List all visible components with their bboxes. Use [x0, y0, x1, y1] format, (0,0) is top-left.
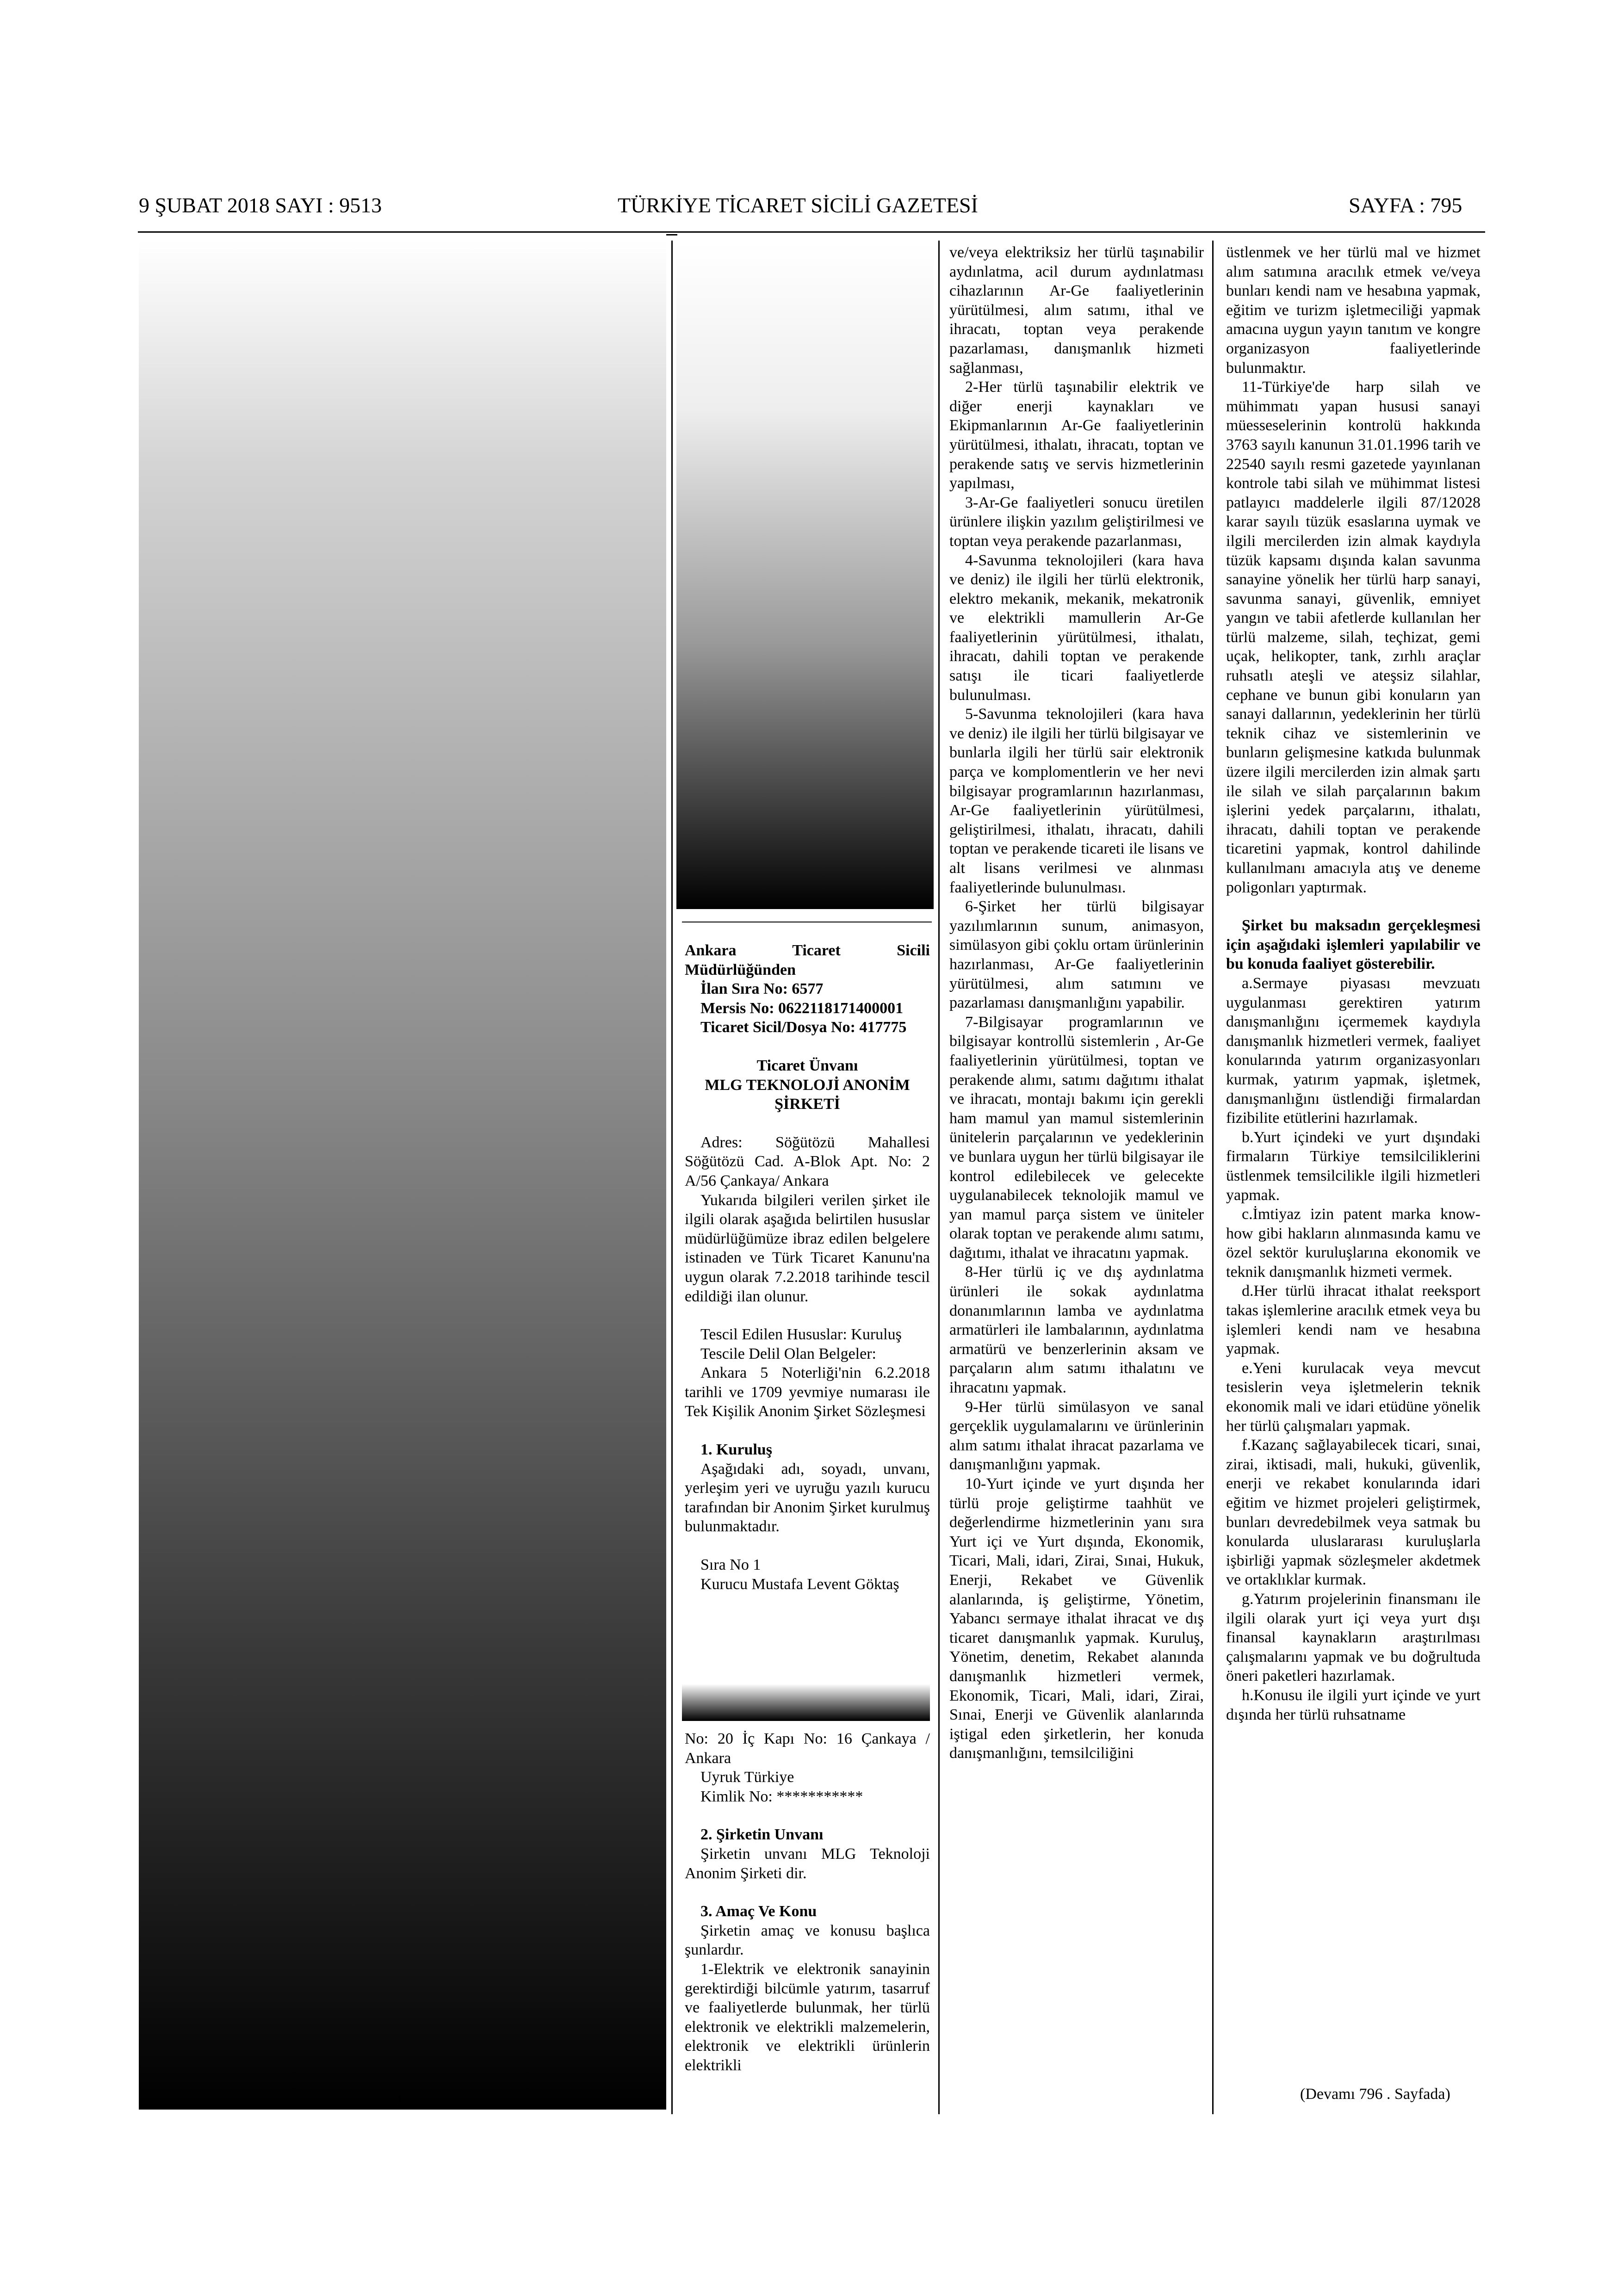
- page-number: SAYFA : 795: [1349, 193, 1462, 217]
- paragraph: 4-Savunma teknolojileri (kara hava ve deniz) ile ilgili her türlü elektronik, elektro mekanik, mekanik, mekatronik ve elektrikli mamullerin Ar-Ge faaliyetlerinin yürütülmesi, ithalatı, ihracatı, dahili toptan ve perakende satışı ile ticari faaliyetlerde bulunulması.: [949, 551, 1204, 704]
- paragraph: No: 20 İç Kapı No: 16 Çankaya / Ankara: [685, 1730, 930, 1767]
- paragraph: Ticaret Sicil/Dosya No: 417775: [700, 1019, 907, 1036]
- paragraph: f.Kazanç sağlayabilecek ticari, sınai, zirai, iktisadi, mali, hukuki, güvenlik, enerji ve rekabet konularında idari eğitim ve hizmet projeleri geliştirmek, bunları devredebilmek veya satmak bu konularda uluslararası kuruluşlarla işbirliği yapmak sözleşmeler akdetmek ve ortaklıklar kurmak.: [1226, 1436, 1481, 1589]
- paragraph: 3-Ar-Ge faaliyetleri sonucu üretilen ürünlere ilişkin yazılım geliştirilmesi ve toptan veya perakende pazarlanması,: [949, 494, 1204, 550]
- paragraph: a.Sermaye piyasası mevzuatı uygulanması gerektiren yatırım danışmanlığını içermemek kaydıyla danışmanlık hizmetleri vermek, faaliyet konularında yatırım organizasyonları kurmak, yatırım yapmak, işletmek, danışmanlığını üstlendiği firmalardan fizibilite etütlerini hazırlamak.: [1226, 974, 1481, 1127]
- header-tick: [666, 234, 677, 235]
- issue-date: 9 ŞUBAT 2018 SAYI : 9513: [139, 193, 382, 217]
- paragraph: c.İmtiyaz izin patent marka know-how gibi hakların alınmasında kamu ve özel sektör kuruluşlarına ekonomik ve teknik danışmanlık hizmeti vermek.: [1226, 1206, 1481, 1281]
- paragraph: Ankara 5 Noterliği'nin 6.2.2018 tarihli ve 1709 yevmiye numarası ile Tek Kişilik Anonim Şirket Sözleşmesi: [685, 1364, 930, 1420]
- paragraph-gap: [685, 1883, 930, 1902]
- paragraph: İlan Sıra No: 6577: [700, 980, 824, 998]
- paragraph: 8-Her türlü iç ve dış aydınlatma ürünleri ile sokak aydınlatma donanımlarının lamba ve aydınlatma armatürleri ile lambalarının, aydınlatma armatürü ve benzerlerinin aksam ve parçaların alım satımı ithalatını ve ihracatını yapmak.: [949, 1263, 1204, 1397]
- paragraph: üstlenmek ve her türlü mal ve hizmet alım satımına aracılık etmek ve/veya bunları kendi nam ve hesabına yapmak, eğitim ve turizm işletmeciliği yapmak amacına uygun yayın tanıtım ve kongre organizasyon faaliyetlerinde bulunmaktır.: [1226, 244, 1481, 377]
- paragraph: 10-Yurt içinde ve yurt dışında her türlü proje geliştirme taahhüt ve değerlendirme hizmetlerinin yanı sıra Yurt içi ve Yurt dışında, Ekonomik, Ticari, Mali, idari, Zirai, Sınai, Hukuk, Enerji, Rekabet ve Güvenlik alanlarında, iş geliştirme, Yönetim, Yabancı sermaye ithalat ihracat ve dış ticaret danışmanlık yapmak. Kuruluş, Yönetim, denetim, Rekabet alanında danışmanlık hizmetleri vermek, Ekonomik, Ticari, Mali, idari, Zirai, Sınai, Enerji ve Güvenlik alanlarında iştigal eden şirketlerin, her konuda danışmanlığını, temsilciliğini: [949, 1475, 1204, 1762]
- paragraph-gap: [685, 1536, 930, 1555]
- paragraph: g.Yatırım projelerinin finansmanı ile ilgili olarak yurt içi veya yurt dışı finansal kaynakların araştırılması çalışmalarını yapmak ve bu doğrultuda öneri paketleri hazırlamak.: [1226, 1590, 1481, 1685]
- purpose-column-1: [949, 243, 1204, 1763]
- continued-note: (Devamı 796 . Sayfada): [1300, 2086, 1450, 2103]
- paragraph: ve/veya elektriksiz her türlü taşınabilir aydınlatma, acil durum aydınlatması cihazlarının Ar-Ge faaliyetlerinin yürütülmesi, alım satımı, ithal ve ihracatı, toptan veya perakende pazarlaması, danışmanlık hizmeti sağlanması,: [949, 244, 1204, 377]
- paragraph-gap: [685, 1421, 930, 1440]
- paragraph-gap: [685, 1114, 930, 1133]
- paragraph-gap: [1226, 897, 1481, 916]
- paragraph: 5-Savunma teknolojileri (kara hava ve deniz) ile ilgili her türlü bilgisayar ve bunlarla ilgili her türlü sair elektronik parça ve komplomentlerin ve her nevi bilgisayar programlarının hazırlanması, Ar-Ge faaliyetlerinin yürütülmesi, geliştirilmesi, ithalatı, ihracatı, dahili toptan ve perakende ticareti ile lisans ve alt lisans verilmesi ve alınması faaliyetlerinde bulunulması.: [949, 706, 1204, 896]
- paragraph: Ankara Ticaret Sicili Müdürlüğünden: [685, 942, 930, 978]
- column-separator-1: [671, 241, 673, 2114]
- paragraph: Şirketin unvanı MLG Teknoloji Anonim Şirketi dir.: [685, 1845, 930, 1882]
- purpose-column-2: [1226, 243, 1481, 1724]
- redacted-column-gradient: [139, 241, 666, 2110]
- paragraph: Ticaret Ünvanı: [756, 1057, 858, 1074]
- paragraph: Tescile Delil Olan Belgeler:: [700, 1345, 876, 1362]
- paragraph: MLG TEKNOLOJİ ANONİM ŞİRKETİ: [705, 1076, 910, 1113]
- paragraph: Sıra No 1: [700, 1556, 761, 1574]
- redacted-strip-gradient: [682, 1684, 930, 1721]
- paragraph: 2-Her türlü taşınabilir elektrik ve diğer enerji kaynakları ve Ekipmanlarının Ar-Ge faaliyetlerinin yürütülmesi, ithalatı, ihracatı, toptan ve perakende satış ve servis hizmetlerinin yapılması,: [949, 378, 1204, 492]
- paragraph: Tescil Edilen Hususlar: Kuruluş: [700, 1326, 902, 1343]
- paragraph: h.Konusu ile ilgili yurt içinde ve yurt dışında her türlü ruhsatname: [1226, 1686, 1481, 1723]
- paragraph: 9-Her türlü simülasyon ve sanal gerçeklik uygulamalarını ve ürünlerinin alım satımı ithalat ihracat pazarlama ve danışmanlığını yapmak.: [949, 1398, 1204, 1473]
- paragraph-gap: [685, 1306, 930, 1325]
- gazette-title: TÜRKİYE TİCARET SİCİLİ GAZETESİ: [618, 193, 978, 217]
- paragraph: Şirket bu maksadın gerçekleşmesi için aşağıdaki işlemleri yapılabilir ve bu konuda faaliyet gösterebilir.: [1226, 917, 1481, 973]
- paragraph: b.Yurt içindeki ve yurt dışındaki firmaların Türkiye temsilciliklerini üstlenmek temsilcilikle ilgili hizmetleri yapmak.: [1226, 1128, 1481, 1204]
- paragraph-gap: [685, 1037, 930, 1056]
- paragraph-gap: [685, 1806, 930, 1825]
- notice-column-founder-purpose: [685, 1729, 930, 2075]
- column-separator-3: [1212, 241, 1214, 2114]
- paragraph: Kurucu Mustafa Levent Göktaş: [700, 1575, 899, 1593]
- paragraph: Aşağıdaki adı, soyadı, unvanı, yerleşim yeri ve uyruğu yazılı kurucu tarafından bir Anonim Şirket kurulmuş bulunmaktadır.: [685, 1460, 930, 1535]
- column-bottom-tick: [399, 2096, 400, 2109]
- paragraph: Adres: Söğütözü Mahallesi Söğütözü Cad. A-Blok Apt. No: 2 A/56 Çankaya/ Ankara: [685, 1133, 930, 1189]
- header-rule: [138, 231, 1485, 233]
- paragraph: Yukarıda bilgileri verilen şirket ile ilgili olarak aşağıda belirtilen hususlar müdürlüğümüze ibraz edilen belgelere istinaden ve Türk Ticaret Kanunu'na uygun olarak 7.2.2018 tarihinde tescil edildiği ilan olunur.: [685, 1191, 930, 1305]
- paragraph: Şirketin amaç ve konusu başlıca şunlardır.: [685, 1922, 930, 1959]
- paragraph: e.Yeni kurulacak veya mevcut tesislerin veya işletmelerin teknik ekonomik mali ve idari etüdüne yönelik her türlü çalışmaları yapmak.: [1226, 1359, 1481, 1435]
- paragraph: Uyruk Türkiye: [700, 1769, 794, 1786]
- paragraph: 1-Elektrik ve elektronik sanayinin gerektirdiği bilcümle yatırım, tasarruf ve faaliyetlerde bulunmak, her türlü elektronik ve elektrikli malzemelerin, elektronik ve elektrikli ürünlerin elektrikli: [685, 1960, 930, 2074]
- paragraph: Kimlik No: ***********: [700, 1788, 863, 1805]
- notice-column-intro: [685, 941, 930, 1594]
- paragraph: 6-Şirket her türlü bilgisayar yazılımlarının sunum, animasyon, simülasyon gibi çoklu ortam ürünlerinin hazırlanması, Ar-Ge faaliyetlerinin yürütülmesi, alım satımını ve pazarlaması danışmanlığını yapabilir.: [949, 898, 1204, 1012]
- paragraph: 3. Amaç Ve Konu: [700, 1903, 817, 1920]
- paragraph: Mersis No: 0622118171400001: [700, 999, 904, 1017]
- redacted-block-gradient: [676, 243, 934, 909]
- paragraph: d.Her türlü ihracat ithalat reeksport takas işlemlerine aracılık etmek veya bu işlemleri kendi nam ve hesabına yapmak.: [1226, 1282, 1481, 1358]
- paragraph: 11-Türkiye'de harp silah ve mühimmatı yapan hususi sanayi müesseselerinin kontrolü hakkında 3763 sayılı kanunun 31.01.1996 tarih ve 22540 sayılı resmi gazetede yayınlanan kontrole tabi silah ve mühimmat listesi patlayıcı maddelerle ilgili 87/12028 karar sayılı tüzük esaslarına uymak ve ilgili mercilerden izin almak kaydıyla tüzük kapsamı dışında kalan savunma sanayine yönelik her türlü harp sanayi, savunma sanayi, güvenlik, emniyet yangın ve tabii afetlerde kullanılan her türlü malzeme, silah, teçhizat, gemi uçak, helikopter, tank, zırhlı araçlar ruhsatlı ateşli ve ateşsiz silahlar, cephane ve bunun gibi konuların yan sanayi dallarının, yedeklerinin her türlü teknik cihaz ve sistemlerinin ve bunların gelişmesine katkıda bulunmak üzere ilgili mercilerden izin almak şartı ile silah ve silah parçalarının bakım işlerini yedek parçalarını, ithalatı, ihracatı, dahili toptan ve perakende ticaretini yapmak, kontrol dahilinde kullanılmanı amacıyla atış ve deneme poligonları yaptırmak.: [1226, 378, 1481, 896]
- paragraph: 2. Şirketin Unvanı: [700, 1826, 824, 1844]
- paragraph: 1. Kuruluş: [700, 1441, 772, 1459]
- column-separator-2: [938, 241, 940, 2114]
- paragraph: 7-Bilgisayar programlarının ve bilgisayar kontrollü sistemlerin , Ar-Ge faaliyetlerinin yürütülmesi, toptan ve perakende alımı, satımı dağıtımı ithalat ve ihracatı, montajı bakımı için gerekli ham mamul yan mamul sistemlerinin ünitelerin parçalarının ve yedeklerinin ve bunlara uygun her türlü bilgisayar ile kontrol edilebilecek ve gelecekte uygulanabilecek teknolojik mamul ve yan mamul parça sistem ve üniteler olarak toptan ve perakende alımı satımı, dağıtımı, ithalat ve ihracatını yapmak.: [949, 1013, 1204, 1262]
